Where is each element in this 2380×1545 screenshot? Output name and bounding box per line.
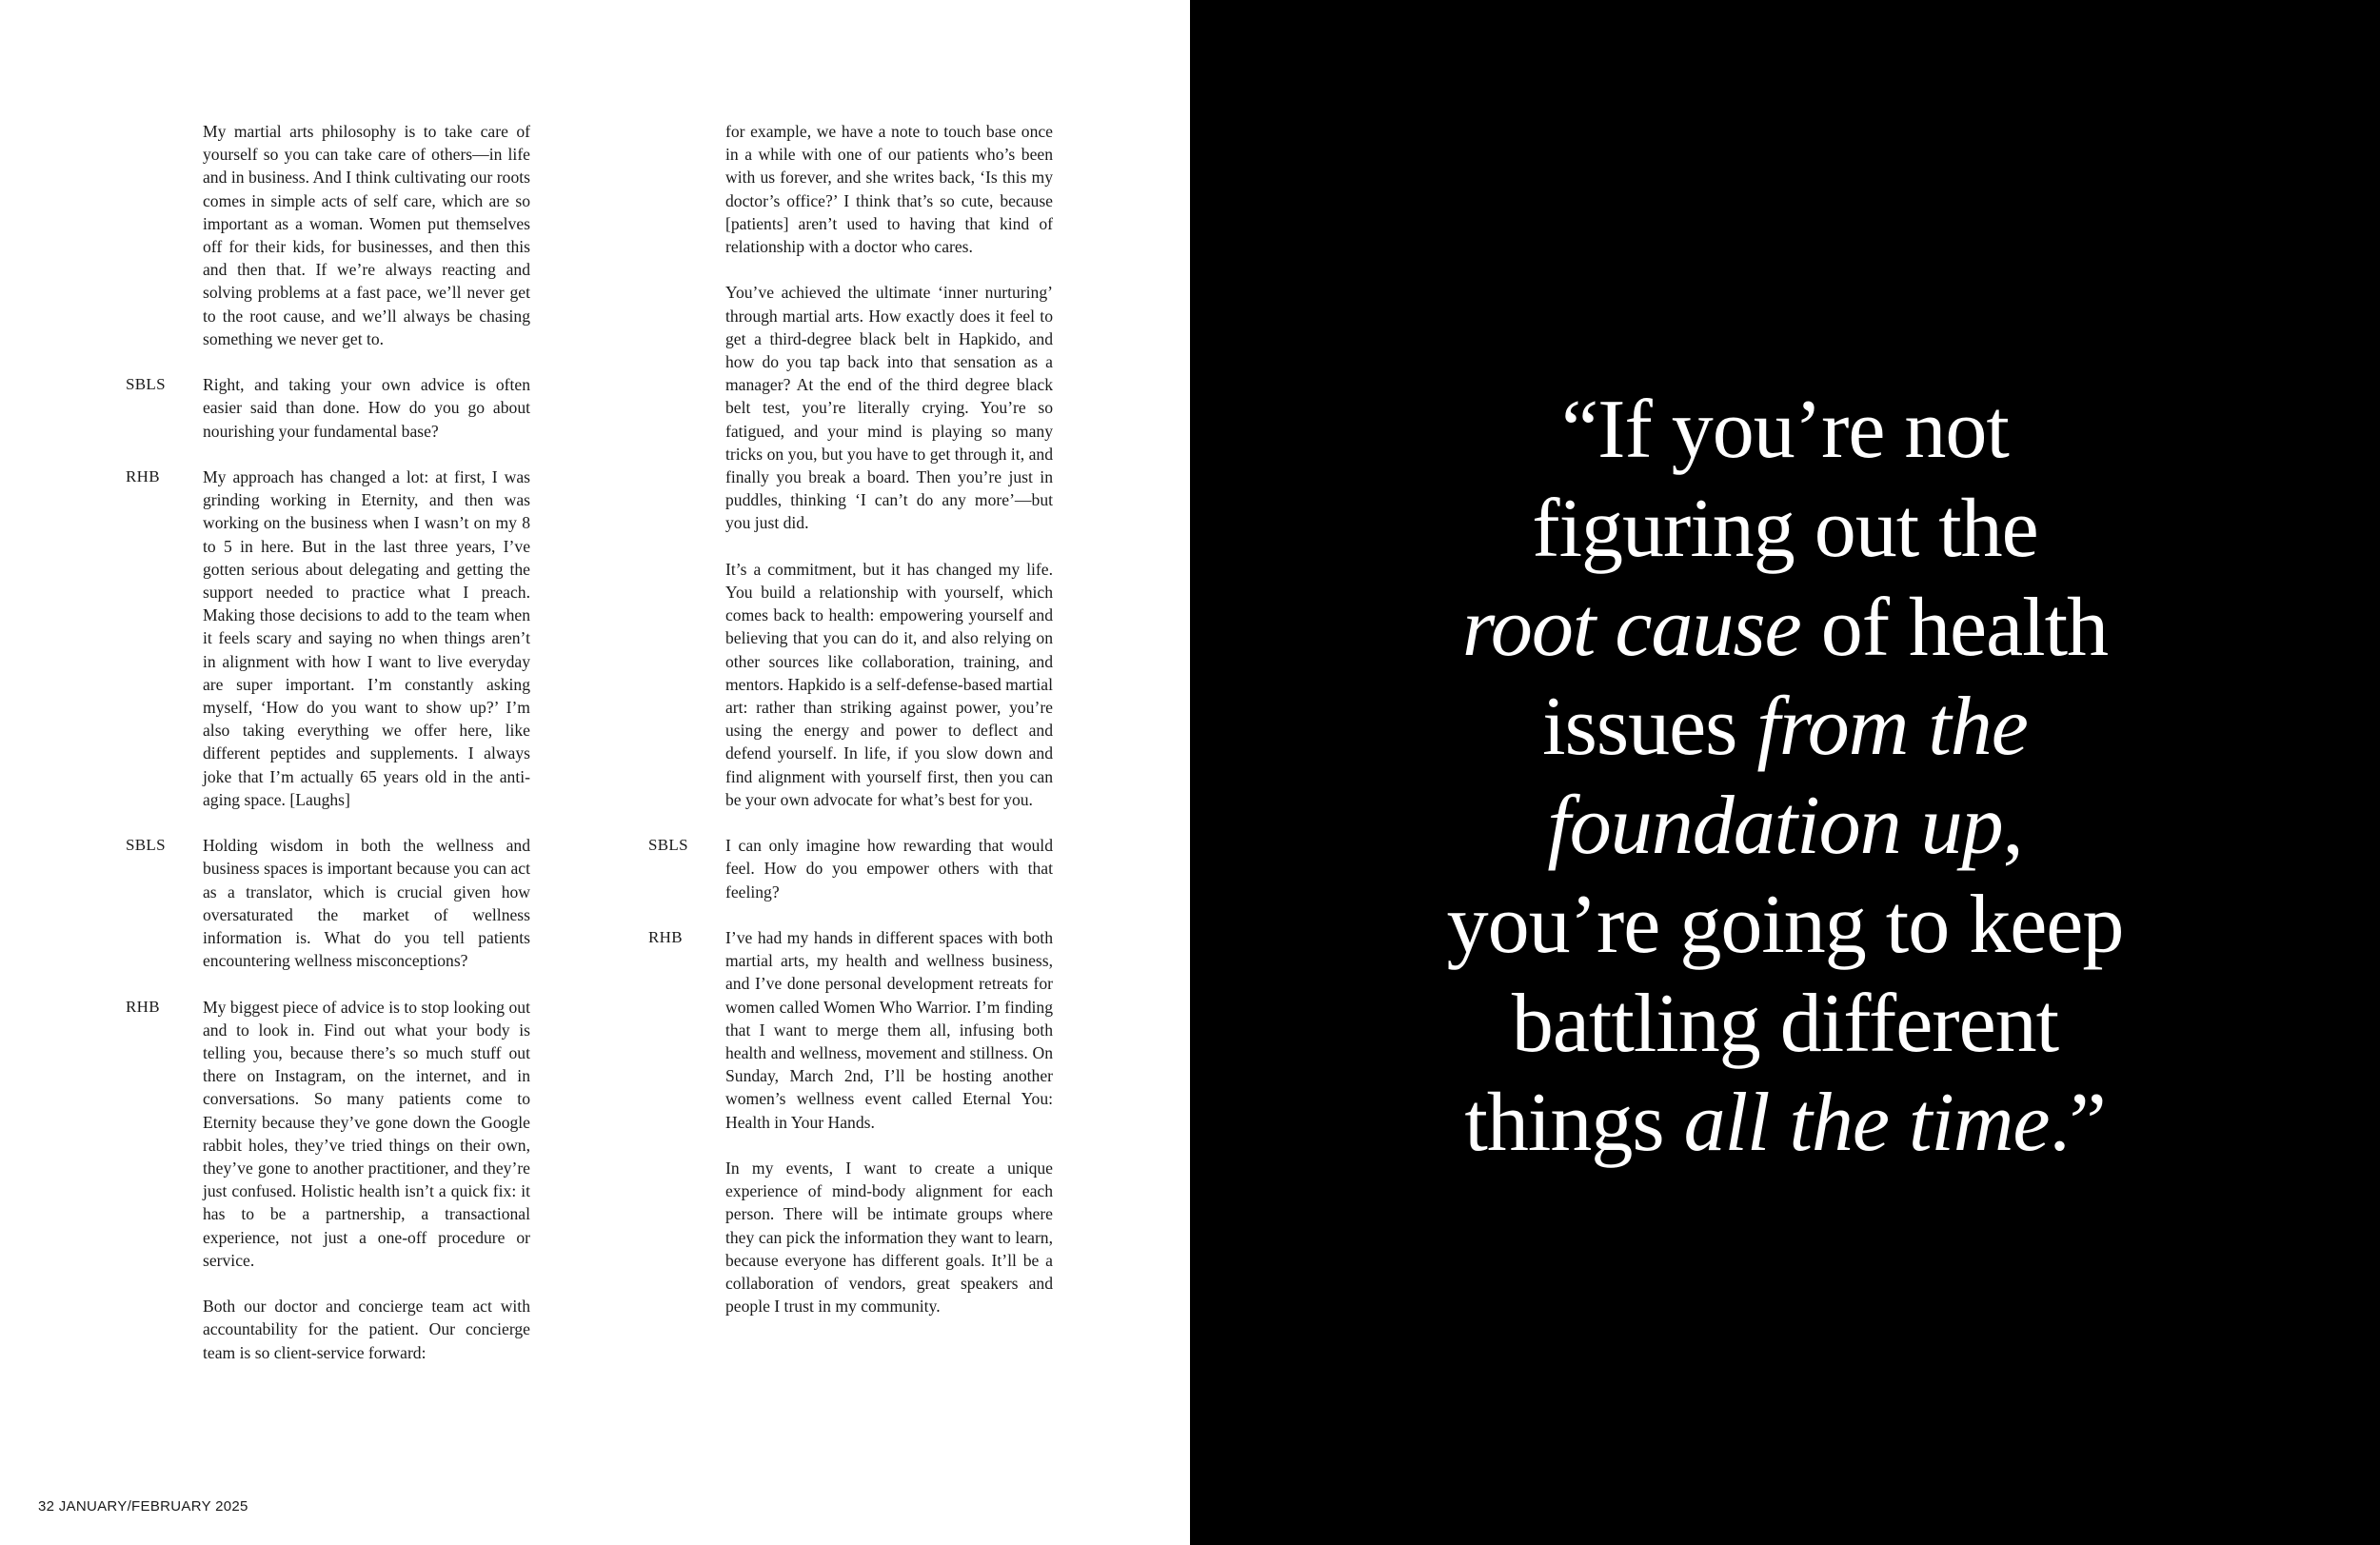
pull-quote-line xyxy=(1247,876,2323,975)
pull-quote-text: things xyxy=(1464,1077,1684,1169)
pull-quote-text: of health xyxy=(1800,582,2109,674)
speaker-label: RHB xyxy=(648,928,683,947)
pull-quote-line xyxy=(1247,975,2323,1074)
pull-quote-line xyxy=(1247,480,2323,579)
entry-body xyxy=(725,120,1053,811)
pull-quote-line xyxy=(1247,777,2323,876)
pull-quote-emphasis: all the time xyxy=(1683,1077,2050,1169)
body-paragraph: I can only imagine how rewarding that would feel. How do you empower others with that feeling? xyxy=(725,836,1053,901)
pull-quote-line xyxy=(1247,579,2323,678)
speaker-label xyxy=(126,120,203,350)
pull-quote-text: issues xyxy=(1542,681,1757,773)
pull-quote-line xyxy=(1247,381,2323,480)
entry-body xyxy=(203,996,530,1364)
speaker-label: SBLS xyxy=(126,836,166,855)
pull-quote-text: “If you’re not xyxy=(1561,384,2009,476)
body-paragraph: In my events, I want to create a unique experience of mind-body alignment for each person. There will be intimate groups where they can pick the information they want to learn, because everyone has different goals. It’ll be a collaboration of vendors, great speakers and people I trust in my community. xyxy=(725,1159,1053,1317)
speaker-label: SBLS xyxy=(648,836,688,855)
pull-quote-line xyxy=(1247,1074,2323,1173)
pull-quote-text: .” xyxy=(2049,1077,2106,1169)
speaker-label: RHB xyxy=(126,997,160,1016)
speaker-label xyxy=(648,120,725,811)
body-paragraph: My martial arts philosophy is to take care of yourself so you can take care of others—in life and in business. And I think cultivating our roots comes in simple acts of self care, which are so important as a woman. Women put themselves off for their kids, for businesses, and then this and then that. If we’re always reacting and solving problems at a fast pace, we’ll never get to the root cause, and we’ll always be chasing something we never get to. xyxy=(203,122,530,348)
body-paragraph: It’s a commitment, but it has changed my life. You build a relationship with yourself, which comes back to health: empowering yourself and believing that you can do it, and also relying on other sources like collaboration, training, and mentors. Hapkido is a self-defense-based martial art: rather than striking against power, you’re using the energy and power to deflect and defend yourself. In life, if you slow down and find alignment with yourself first, then you can be your own advocate for what’s best for you. xyxy=(725,559,1053,809)
pull-quote-text: figuring out the xyxy=(1532,483,2038,575)
body-paragraph: Holding wisdom in both the wellness and business spaces is important because you can act as a translator, which is crucial given how oversaturated the market of wellness information is. What do you tell patients encountering wellness misconceptions? xyxy=(203,836,530,971)
pull-quote-line xyxy=(1247,678,2323,777)
pull-quote-emphasis: from the xyxy=(1756,681,2028,773)
body-paragraph: My approach has changed a lot: at first, I was grinding working in Eternity, and then was working on the business when I wasn’t on my 8 to 5 in here. But in the last three years, I’ve gotten serious about delegating and getting the support needed to practice what I preach. Making those decisions to add to the team when it feels scary and saying no when things aren’t in alignment with how I want to live everyday are super important. I’m constantly asking myself, ‘How do you want to show up?’ I’m also taking everything we offer here, like different peptides and supplements. I always joke that I’m actually 65 years old in the anti-aging space. [Laughs] xyxy=(203,467,530,809)
entry-body xyxy=(203,465,530,811)
speaker-label: SBLS xyxy=(126,375,166,394)
entry-body xyxy=(203,373,530,443)
pull-quote-text: , xyxy=(2002,780,2023,872)
body-paragraph: My biggest piece of advice is to stop looking out and to look in. Find out what your body is telling you, because there’s so much stuff out there on Instagram, on the internet, and in conversations. So many patients come to Eternity because they’ve gone down the Google rabbit holes, they’ve tried things on their own, they’ve gone to another practitioner, and they’re just confused. Holistic health isn’t a quick fix: it has to be a partnership, a transactional experience, not just a one-off procedure or service. xyxy=(203,997,530,1270)
pull-quote xyxy=(1247,381,2323,1173)
pull-quote-emphasis: root cause xyxy=(1461,582,1801,674)
body-paragraph: Right, and taking your own advice is often easier said than done. How do you go about nourishing your fundamental base? xyxy=(203,375,530,441)
pull-quote-text: battling different xyxy=(1511,978,2059,1070)
right-page xyxy=(1190,0,2380,1545)
body-paragraph: Both our doctor and concierge team act with accountability for the patient. Our concierge team is so client-service forward: xyxy=(203,1297,530,1362)
pull-quote-emphasis: foundation up xyxy=(1547,780,2003,872)
body-paragraph: for example, we have a note to touch base once in a while with one of our patients who’s been with us forever, and she writes back, ‘Is this my doctor’s office?’ I think that’s so cute, because [patients] aren’t used to having that kind of relationship with a doctor who cares. xyxy=(725,122,1053,257)
pull-quote-text: you’re going to keep xyxy=(1446,879,2124,971)
body-paragraph: I’ve had my hands in different spaces with both martial arts, my health and wellness business, and I’ve done personal development retreats for women called Women Who Warrior. I’m finding that I want to merge them all, infusing both health and wellness, movement and stillness. On Sunday, March 2nd, I’ll be hosting another women’s wellness event called Eternal You: Health in Your Hands. xyxy=(725,928,1053,1132)
entry-body xyxy=(725,926,1053,1317)
entry-body xyxy=(203,834,530,972)
entry-body xyxy=(725,834,1053,903)
entry-body xyxy=(203,120,530,350)
speaker-label: RHB xyxy=(126,467,160,486)
body-paragraph: You’ve achieved the ultimate ‘inner nurturing’ through martial arts. How exactly does it feel to get a third-degree black belt in Hapkido, and how do you tap back into that sensation as a manager? At the end of the third degree black belt test, you’re literally crying. You’re so fatigued, and your mind is playing so many tricks on you, but you have to get through it, and finally you break a board. Then you’re just in puddles, thinking ‘I can’t do any more’—but you just did. xyxy=(725,283,1053,533)
page-folio: 32 JANUARY/FEBRUARY 2025 xyxy=(38,1498,248,1515)
